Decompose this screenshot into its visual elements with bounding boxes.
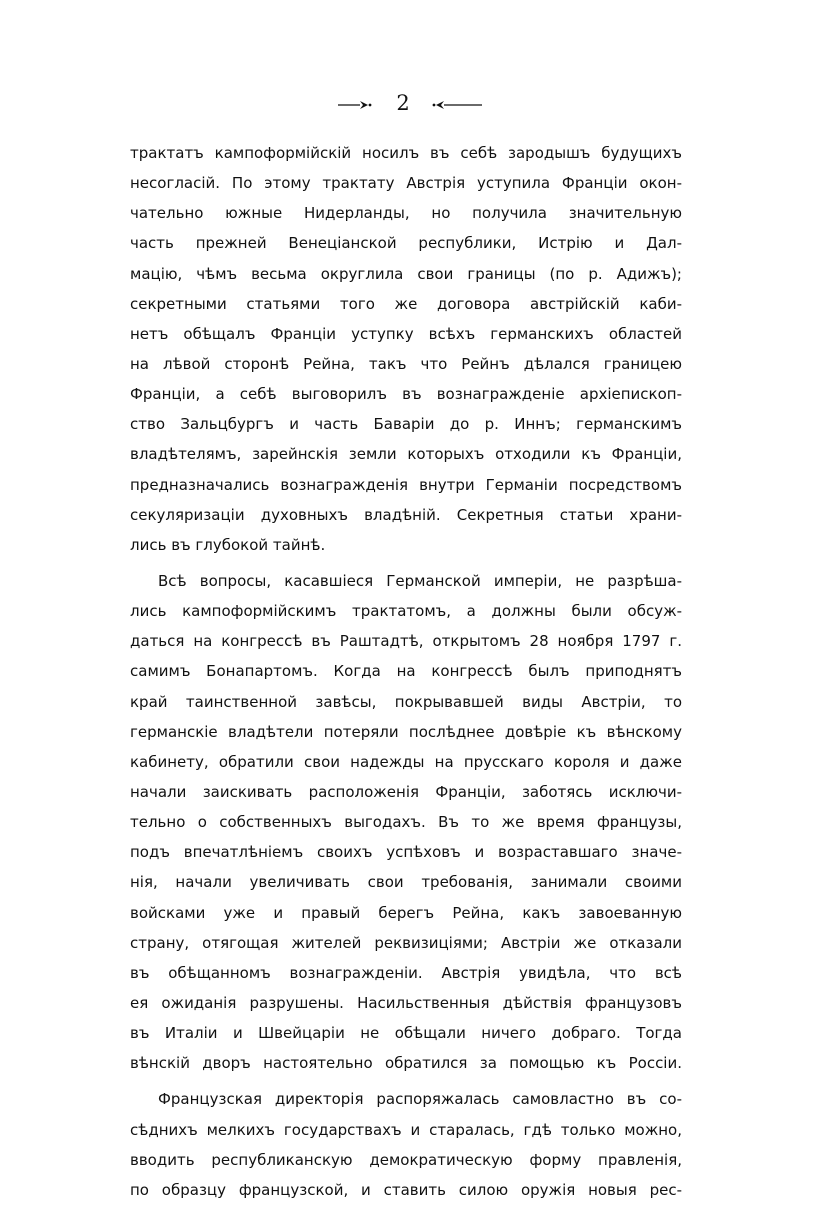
paragraph-3 [130,1084,682,1205]
body-text [130,138,682,1205]
text-line: Французская директорія распоряжалась самовластно въ со- [158,1090,682,1109]
text-line: ея ожиданія разрушены. Насильственныя дѣйствія французовъ [130,993,682,1012]
text-line: секретными статьями того же договора австрійскій каби- [130,294,682,313]
text-line: вѣнскій дворъ настоятельно обратился за помощью къ Россіи. [130,1054,682,1073]
text-line: подъ впечатлѣніемъ своихъ успѣховъ и возраставшаго значе- [130,843,682,862]
text-line: страну, отягощая жителей реквизиціями; Австріи же отказали [130,933,682,952]
text-line: тельно о собственныхъ выгодахъ. Въ то же время французы, [130,813,682,832]
text-line: край таинственной завѣсы, покрывавшей виды Австріи, то [130,692,682,711]
page-number: 2 [396,91,410,115]
text-line: владѣтелямъ, зарейнскія земли которыхъ отходили къ Франціи, [130,445,682,464]
text-line: секуляризаціи духовныхъ владѣній. Секретныя статьи храни- [130,505,682,524]
text-line: начали заискивать расположенія Франціи, заботясь исключи- [130,782,682,801]
left-ornament-icon [338,100,372,110]
text-line: въ Италіи и Швейцаріи не обѣщали ничего добраго. Тогда [130,1024,682,1043]
text-line: часть прежней Венеціанской республики, Истрію и Дал- [130,234,682,253]
text-line: Всѣ вопросы, касавшіеся Германской имперіи, не разрѣша- [158,571,682,590]
text-line: ство Зальцбургъ и часть Баваріи до р. Иннъ; германскимъ [130,415,682,434]
right-ornament-icon [432,100,482,110]
text-line: на лѣвой сторонѣ Рейна, такъ что Рейнъ дѣлался границею [130,354,682,373]
text-line: лись кампоформійскимъ трактатомъ, а должны были обсуж- [130,602,682,621]
text-line: въ обѣщанномъ вознагражденіи. Австрія увидѣла, что всѣ [130,963,682,982]
text-line: самимъ Бонапартомъ. Когда на конгрессѣ былъ приподнятъ [130,662,682,681]
text-line: мацію, чѣмъ весьма округлила свои границы (по р. Адижъ); [130,264,682,283]
text-line: несогласій. По этому трактату Австрія уступила Франціи окон- [130,174,682,193]
text-line: по образцу французской, и ставить силою оружія новыя рес- [130,1180,682,1199]
text-line: вводить республиканскую демократическую форму правленія, [130,1150,682,1169]
text-line: трактатъ кампоформійскій носилъ въ себѣ зародышъ будущихъ [130,144,682,162]
text-line: нетъ обѣщалъ Франціи уступку всѣхъ германскихъ областей [130,324,682,343]
text-line: чательно южные Нидерланды, но получила значительную [130,204,682,223]
text-line: даться на конгрессѣ въ Раштадтѣ, открытомъ 28 ноября 1797 г. [130,632,682,651]
text-line: лись въ глубокой тайнѣ. [130,535,326,554]
paragraph-1 [130,138,682,560]
text-line: нія, начали увеличивать свои требованія, занимали своими [130,873,682,892]
text-line: кабинету, обратили свои надежды на прусскаго короля и даже [130,752,682,771]
text-line: Франціи, а себѣ выговорилъ въ вознагражденіе архіепископ- [130,385,682,404]
text-line: войсками уже и правый берегъ Рейна, какъ завоеванную [130,903,682,922]
text-line: германскіе владѣтели потеряли послѣднее довѣріе къ вѣнскому [130,722,682,741]
page-header [0,88,840,122]
text-line: предназначались вознагражденія внутри Германіи посредствомъ [130,475,682,494]
text-line: сѣднихъ мелкихъ государствахъ и старалась, гдѣ только можно, [130,1120,682,1139]
paragraph-2 [130,566,682,1078]
